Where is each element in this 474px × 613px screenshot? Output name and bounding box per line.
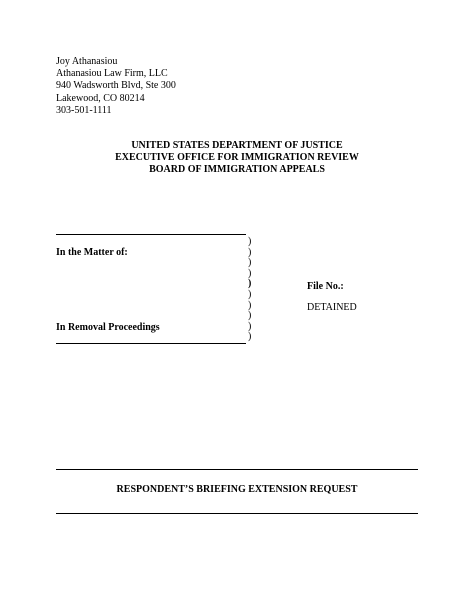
caption-paren: ) <box>248 320 252 332</box>
attorney-block <box>56 56 176 117</box>
file-number-label: File No.: <box>307 281 344 292</box>
caption-paren: ) <box>248 299 252 311</box>
detention-status: DETAINED <box>307 302 357 313</box>
caption-paren-column <box>248 237 251 343</box>
agency-line-2: EXECUTIVE OFFICE FOR IMMIGRATION REVIEW <box>115 151 359 163</box>
caption-paren: ) <box>248 331 252 343</box>
caption-top-rule <box>56 234 246 235</box>
document-title: RESPONDENT’S BRIEFING EXTENSION REQUEST <box>116 484 358 495</box>
attorney-name: Joy Athanasiou <box>56 56 118 67</box>
caption-paren: ) <box>248 246 252 258</box>
agency-line-3: BOARD OF IMMIGRATION APPEALS <box>149 163 325 175</box>
caption-paren: ) <box>248 310 252 322</box>
caption-paren: ) <box>248 288 252 300</box>
matter-label: In the Matter of: <box>56 247 128 258</box>
agency-heading <box>0 140 474 175</box>
caption-paren: ) <box>248 267 252 279</box>
attorney-street: 940 Wadsworth Blvd, Ste 300 <box>56 80 176 92</box>
attorney-firm: Athanasiou Law Firm, LLC <box>56 68 168 80</box>
agency-line-1: UNITED STATES DEPARTMENT OF JUSTICE <box>131 140 343 151</box>
attorney-phone: 303-501-1111 <box>56 104 112 116</box>
caption-bottom-rule <box>56 343 246 344</box>
caption-paren: ) <box>248 236 252 247</box>
attorney-city-state-zip: Lakewood, CO 80214 <box>56 92 145 104</box>
title-top-rule <box>56 469 418 470</box>
caption-paren: ) <box>248 278 252 290</box>
title-bottom-rule <box>56 513 418 514</box>
proceedings-label: In Removal Proceedings <box>56 322 160 333</box>
caption-paren: ) <box>248 257 252 269</box>
